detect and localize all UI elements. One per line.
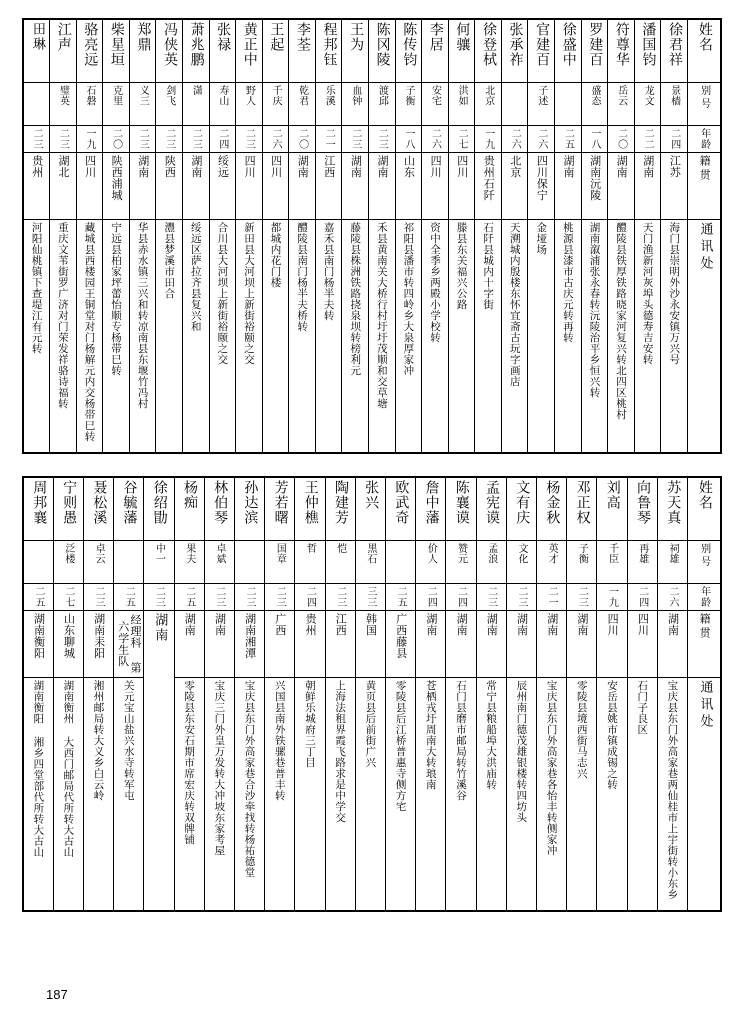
t1-age-2: 一九 (76, 126, 103, 153)
t1-name-9: 王起 (262, 19, 289, 83)
t2-alias-7 (234, 541, 264, 584)
t1-name-17: 徐登栻 (475, 19, 502, 83)
t1-addr-24: 海门县崇明外沙永安镇万兴号 (661, 220, 688, 454)
table2-row-age (23, 584, 721, 611)
t1-alias-19: 子述 (528, 83, 555, 126)
t2-addr-12: 零陵县后江桥普惠寺侧方宅 (385, 678, 415, 912)
t2-header-age: 年龄 (688, 584, 722, 611)
table2-row-address (23, 678, 721, 912)
t1-native-18: 北京 (501, 153, 528, 220)
t2-name-9: 王仲樵 (295, 477, 325, 541)
t1-native-24: 江苏 (661, 153, 688, 220)
t1-name-12: 王为 (342, 19, 369, 83)
t1-alias-14: 子衡 (395, 83, 422, 126)
t1-age-22: 二〇 (608, 126, 635, 153)
t1-alias-5: 剑飞 (156, 83, 183, 126)
t2-addr-15: 常宁县粮船埠大洪庙转 (476, 678, 506, 912)
t1-addr-16: 滕县东关福兴公路 (448, 220, 475, 454)
t1-name-24: 徐君祥 (661, 19, 688, 83)
t1-age-0: 二三 (23, 126, 50, 153)
t1-native-21: 湖南沅陵 (581, 153, 608, 220)
t2-name-14: 陈襄谟 (446, 477, 476, 541)
t2-addr-14: 石门县磨市邮局转竹溪谷 (446, 678, 476, 912)
t2-native-8: 广西 (265, 611, 295, 678)
t1-alias-13: 渡邱 (369, 83, 396, 126)
t1-addr-18: 天溯城内殷楼东怀宜斋古玩字画店 (501, 220, 528, 454)
t1-native-10: 湖南 (289, 153, 316, 220)
t1-age-8: 二三 (236, 126, 263, 153)
t2-addr-17: 宝庆县东门外高家巷各怡丰转侧家冲 (536, 678, 566, 912)
t2-alias-21: 祠雄 (657, 541, 687, 584)
t2-age-21: 二六 (657, 584, 687, 611)
t2-name-0: 周邦襄 (23, 477, 53, 541)
t2-name-15: 孟宪谟 (476, 477, 506, 541)
t2-addr-9: 朝鲜乐城府三丁目 (295, 678, 325, 912)
t1-name-14: 陈传钧 (395, 19, 422, 83)
t1-addr-15: 资中全季乡两殿小学校转 (422, 220, 449, 454)
t1-native-16: 四川 (448, 153, 475, 220)
t2-header-address: 通讯处 (688, 678, 722, 912)
t2-name-17: 杨金秋 (536, 477, 566, 541)
t2-native-3: 经理科 第六学生队 (114, 611, 144, 678)
t1-addr-8: 新田县大河坝上新街裕颐之交 (236, 220, 263, 454)
t2-age-5: 二五 (174, 584, 204, 611)
t1-alias-24: 景樯 (661, 83, 688, 126)
t2-native-14: 湖南 (446, 611, 476, 678)
t1-age-16: 二七 (448, 126, 475, 153)
t2-alias-1: 泛楼 (53, 541, 83, 584)
t1-age-4: 二三 (129, 126, 156, 153)
t1-name-21: 罗建百 (581, 19, 608, 83)
t2-native-11: 韩国 (355, 611, 385, 678)
t1-age-12: 二三 (342, 126, 369, 153)
t1-native-0: 贵州 (23, 153, 50, 220)
t1-age-1: 二三 (50, 126, 77, 153)
t1-name-4: 郑鼎 (129, 19, 156, 83)
t1-age-19: 二六 (528, 126, 555, 153)
t1-addr-6: 绥远区萨拉齐县复兴和 (182, 220, 209, 454)
t1-addr-21: 湖南溆浦张永春转沅陵治平乡恒兴转 (581, 220, 608, 454)
t2-native-20: 四川 (627, 611, 657, 678)
t2-native-5: 湖南 (174, 611, 204, 678)
t1-native-22: 湖南 (608, 153, 635, 220)
t2-age-12: 二五 (385, 584, 415, 611)
t2-header-name: 姓名 (688, 477, 722, 541)
t2-alias-2: 卓云 (83, 541, 113, 584)
t2-alias-11: 黑石 (355, 541, 385, 584)
t1-alias-6: 潇 (182, 83, 209, 126)
t1-alias-1: 璧英 (50, 83, 77, 126)
t1-native-14: 山东 (395, 153, 422, 220)
t2-age-14: 二四 (446, 584, 476, 611)
t1-native-20: 湖南 (555, 153, 582, 220)
t1-name-1: 江声 (50, 19, 77, 83)
t2-alias-4: 中一 (144, 541, 174, 584)
t1-name-23: 潘国钧 (634, 19, 661, 83)
t2-name-11: 张兴 (355, 477, 385, 541)
t2-age-1: 二七 (53, 584, 83, 611)
t2-name-21: 苏天真 (657, 477, 687, 541)
t1-native-23: 湖南 (634, 153, 661, 220)
t1-alias-4: 义三 (129, 83, 156, 126)
t2-alias-9: 哲 (295, 541, 325, 584)
t2-native-6: 湖南 (204, 611, 234, 678)
t2-native-16: 湖南 (506, 611, 536, 678)
t1-alias-22: 岳云 (608, 83, 635, 126)
t2-addr-13: 苍栖戎圩周南大转琅南 (416, 678, 446, 912)
t1-addr-11: 嘉禾县南门杨半夫转 (315, 220, 342, 454)
t2-alias-14: 赞元 (446, 541, 476, 584)
t1-age-13: 二三 (369, 126, 396, 153)
t1-addr-1: 重庆文苇街罗广济对门荣发祥骆诗福转 (50, 220, 77, 454)
t1-native-3: 陕西浦城 (103, 153, 130, 220)
t1-age-6: 二三 (182, 126, 209, 153)
t1-age-3: 二〇 (103, 126, 130, 153)
t1-name-16: 何骧 (448, 19, 475, 83)
t2-native-19: 四川 (597, 611, 627, 678)
t1-alias-10: 乾君 (289, 83, 316, 126)
t1-native-7: 绥远 (209, 153, 236, 220)
t2-native-1: 山东聊城 (53, 611, 83, 678)
table1-row-address (23, 220, 721, 454)
t2-native-18: 湖南 (567, 611, 597, 678)
t2-native-13: 湖南 (416, 611, 446, 678)
t2-age-7: 二三 (234, 584, 264, 611)
t1-age-7: 二四 (209, 126, 236, 153)
t1-alias-2: 石磐 (76, 83, 103, 126)
t1-native-4: 湖南 (129, 153, 156, 220)
t1-native-19: 四川保宁 (528, 153, 555, 220)
t2-age-3: 二五 (114, 584, 144, 611)
t1-addr-20: 桃源县漆市古庆元转再转 (555, 220, 582, 454)
t1-alias-23: 龙文 (634, 83, 661, 126)
t2-name-4: 徐绍勖 (144, 477, 174, 541)
t2-addr-11: 黄页县后前街广兴 (355, 678, 385, 912)
t2-addr-6: 宝庆三门外皇万发转大冲坡东家考屋 (204, 678, 234, 912)
t1-alias-17: 北京 (475, 83, 502, 126)
t2-alias-0 (23, 541, 53, 584)
t2-unit-label: 湖南 (144, 611, 174, 912)
t1-alias-7: 寿山 (209, 83, 236, 126)
t1-native-6: 湖南 (182, 153, 209, 220)
t2-alias-3 (114, 541, 144, 584)
t1-native-8: 四川 (236, 153, 263, 220)
t1-name-0: 田琳 (23, 19, 50, 83)
t2-name-12: 欧武奇 (385, 477, 415, 541)
t2-alias-18: 子衡 (567, 541, 597, 584)
t2-name-19: 刘高 (597, 477, 627, 541)
t2-name-1: 宁则愚 (53, 477, 83, 541)
t2-addr-8: 兴国县南外铁骡巷普丰转 (265, 678, 295, 912)
t1-native-11: 江西 (315, 153, 342, 220)
t2-name-6: 林伯琴 (204, 477, 234, 541)
t1-age-9: 二六 (262, 126, 289, 153)
t1-alias-20 (555, 83, 582, 126)
t2-addr-1: 湖南衡州 大西门邮局代所转大古山 (53, 678, 83, 912)
t1-alias-12: 血钟 (342, 83, 369, 126)
t1-alias-18 (501, 83, 528, 126)
t2-alias-6: 卓斌 (204, 541, 234, 584)
t1-addr-9: 都城内花门楼 (262, 220, 289, 454)
t2-age-4: 二三 (144, 584, 174, 611)
t1-name-10: 李荃 (289, 19, 316, 83)
t1-age-5: 二三 (156, 126, 183, 153)
t1-name-22: 符尊华 (608, 19, 635, 83)
t2-native-15: 湖南 (476, 611, 506, 678)
t1-name-8: 黄正中 (236, 19, 263, 83)
t2-header-native: 籍贯 (688, 611, 722, 678)
t2-age-2: 二三 (83, 584, 113, 611)
t1-native-13: 湖南 (369, 153, 396, 220)
t1-native-12: 湖南 (342, 153, 369, 220)
t1-native-5: 陕西 (156, 153, 183, 220)
t2-alias-16: 文化 (506, 541, 536, 584)
roster-table-2 (22, 476, 722, 912)
t1-name-7: 张禄 (209, 19, 236, 83)
t2-age-10: 二三 (325, 584, 355, 611)
t2-name-13: 詹中藩 (416, 477, 446, 541)
t1-alias-8: 野人 (236, 83, 263, 126)
t2-age-0: 二五 (23, 584, 53, 611)
t1-header-name: 姓名 (688, 19, 722, 83)
t1-name-15: 李居 (422, 19, 449, 83)
t2-native-10: 江西 (325, 611, 355, 678)
t1-name-6: 萧兆鹏 (182, 19, 209, 83)
table1-row-alias (23, 83, 721, 126)
t2-age-9: 二四 (295, 584, 325, 611)
t1-name-18: 张承祚 (501, 19, 528, 83)
table-separator (22, 454, 722, 476)
t2-name-8: 芳若曙 (265, 477, 295, 541)
t1-alias-9: 千庆 (262, 83, 289, 126)
t2-name-2: 聂松溪 (83, 477, 113, 541)
t1-age-11: 二一 (315, 126, 342, 153)
t1-age-17: 一九 (475, 126, 502, 153)
t2-name-20: 向鲁琴 (627, 477, 657, 541)
t1-header-alias: 别号 (688, 83, 722, 126)
t2-alias-10: 恺 (325, 541, 355, 584)
t2-alias-13: 价人 (416, 541, 446, 584)
t1-age-20: 二五 (555, 126, 582, 153)
t2-alias-15: 孟浪 (476, 541, 506, 584)
t1-addr-13: 禾县黄南关大桥行村圩圩茂顺和交草塘 (369, 220, 396, 454)
t2-addr-16: 辰州南门德茂雄银楼转四坊头 (506, 678, 536, 912)
t2-name-5: 杨痴 (174, 477, 204, 541)
t2-age-16: 二三 (506, 584, 536, 611)
roster-table-1 (22, 18, 722, 454)
t1-name-19: 官建百 (528, 19, 555, 83)
t2-name-10: 陶建芳 (325, 477, 355, 541)
t2-native-9: 贵州 (295, 611, 325, 678)
table2-row-alias (23, 541, 721, 584)
t1-header-native: 籍贯 (688, 153, 722, 220)
table1-row-age (23, 126, 721, 153)
t1-header-age: 年龄 (688, 126, 722, 153)
t1-addr-0: 河阳仙桃镇下查堤江有元转 (23, 220, 50, 454)
t2-alias-17: 英才 (536, 541, 566, 584)
t1-age-10: 二〇 (289, 126, 316, 153)
t2-age-11: 三三 (355, 584, 385, 611)
t1-alias-0 (23, 83, 50, 126)
t2-alias-19: 千臣 (597, 541, 627, 584)
t1-name-5: 冯侠英 (156, 19, 183, 83)
t1-name-20: 徐盛中 (555, 19, 582, 83)
t2-addr-19: 安岳县姚市镇成锡之转 (597, 678, 627, 912)
t1-addr-4: 华县赤水镇三兴和转凉南县东堰竹冯村 (129, 220, 156, 454)
t2-name-18: 邓正权 (567, 477, 597, 541)
t2-addr-21: 宝庆县东门外高家巷两仙桂市上宇街转小东乡 (657, 678, 687, 912)
t2-addr-7: 宝庆县东门外高家巷合沙牵找转杨祐德堂 (234, 678, 264, 912)
t1-alias-15: 安宅 (422, 83, 449, 126)
t1-name-11: 程邦钰 (315, 19, 342, 83)
t2-age-17: 二一 (536, 584, 566, 611)
t2-native-2: 湖南耒阳 (83, 611, 113, 678)
t1-addr-2: 藏城县西楼园王铜堂对门杨解元内交杨帯巳转 (76, 220, 103, 454)
t2-age-15: 二三 (476, 584, 506, 611)
t1-addr-12: 藤陵县株洲铁路挠泉坝转榜利元 (342, 220, 369, 454)
t2-age-13: 二四 (416, 584, 446, 611)
t1-alias-11: 乐溪 (315, 83, 342, 126)
t1-addr-5: 灃县梦溪市田合 (156, 220, 183, 454)
t2-alias-8: 国章 (265, 541, 295, 584)
t2-native-0: 湖南衡阳 (23, 611, 53, 678)
t1-age-18: 二六 (501, 126, 528, 153)
t2-native-21: 湖南 (657, 611, 687, 678)
t1-name-13: 陈冈陵 (369, 19, 396, 83)
t2-addr-18: 零陵县境西街马志兴 (567, 678, 597, 912)
t1-age-24: 二四 (661, 126, 688, 153)
t2-name-7: 孙达滨 (234, 477, 264, 541)
t1-addr-22: 醴陵县铁厚铁路晓家河复兴转北四区桃村 (608, 220, 635, 454)
table1-row-native (23, 153, 721, 220)
t1-age-21: 一八 (581, 126, 608, 153)
t1-header-address: 通讯处 (688, 220, 722, 454)
t2-native-7: 湖南湘潭 (234, 611, 264, 678)
t1-addr-10: 醴陵县南门杨半夫桥转 (289, 220, 316, 454)
t2-name-16: 文有庆 (506, 477, 536, 541)
t2-addr-2: 湘州邮局转大义乡白云岭 (83, 678, 113, 912)
table2-row-name (23, 477, 721, 541)
t2-age-6: 二三 (204, 584, 234, 611)
t1-alias-3: 克里 (103, 83, 130, 126)
t2-addr-3: 关元宝山盐兴水寺转军屯 (114, 678, 144, 912)
t2-age-8: 二三 (265, 584, 295, 611)
t1-age-23: 二二 (634, 126, 661, 153)
t2-native-12: 广西藤县 (385, 611, 415, 678)
t1-age-14: 一八 (395, 126, 422, 153)
t1-native-9: 四川 (262, 153, 289, 220)
t1-age-15: 二六 (422, 126, 449, 153)
t2-header-alias: 别号 (688, 541, 722, 584)
t1-addr-19: 金垭场 (528, 220, 555, 454)
t2-addr-0: 湖南衡阳 湘乡四堂部代所转大古山 (23, 678, 53, 912)
t1-addr-14: 祁阳县潘市转四岭乡大泉厚家冲 (395, 220, 422, 454)
t1-name-3: 柴星垣 (103, 19, 130, 83)
t2-native-17: 湖南 (536, 611, 566, 678)
t2-addr-10: 上海法租界霞飞路求是中学交 (325, 678, 355, 912)
t2-age-18: 二三 (567, 584, 597, 611)
t1-alias-16: 洪如 (448, 83, 475, 126)
t1-alias-21: 盛态 (581, 83, 608, 126)
t2-addr-5: 零陵县东安石期市席宏庆转双牌铺 (174, 678, 204, 912)
t2-age-20: 二四 (627, 584, 657, 611)
t1-addr-3: 宁远县柏家坪蕾怡顺专杨带巳转 (103, 220, 130, 454)
t1-native-17: 贵州石阡 (475, 153, 502, 220)
t1-native-2: 四川 (76, 153, 103, 220)
t1-addr-23: 天门渔新河灰埠头德寿吉安转 (634, 220, 661, 454)
t2-alias-5: 果夫 (174, 541, 204, 584)
t1-addr-7: 合川县大河坝上新街裕颐之交 (209, 220, 236, 454)
t1-addr-17: 石阡县城内十字街 (475, 220, 502, 454)
t2-alias-20: 再雄 (627, 541, 657, 584)
t1-native-15: 四川 (422, 153, 449, 220)
t2-alias-12 (385, 541, 415, 584)
page-number: 187 (46, 987, 68, 1002)
t2-name-3: 谷毓藩 (114, 477, 144, 541)
table2-row-native (23, 611, 721, 678)
t1-name-2: 骆亮远 (76, 19, 103, 83)
t2-addr-20: 石门子良区 (627, 678, 657, 912)
t1-native-1: 湖北 (50, 153, 77, 220)
t2-age-19: 一九 (597, 584, 627, 611)
table1-row-name (23, 19, 721, 83)
